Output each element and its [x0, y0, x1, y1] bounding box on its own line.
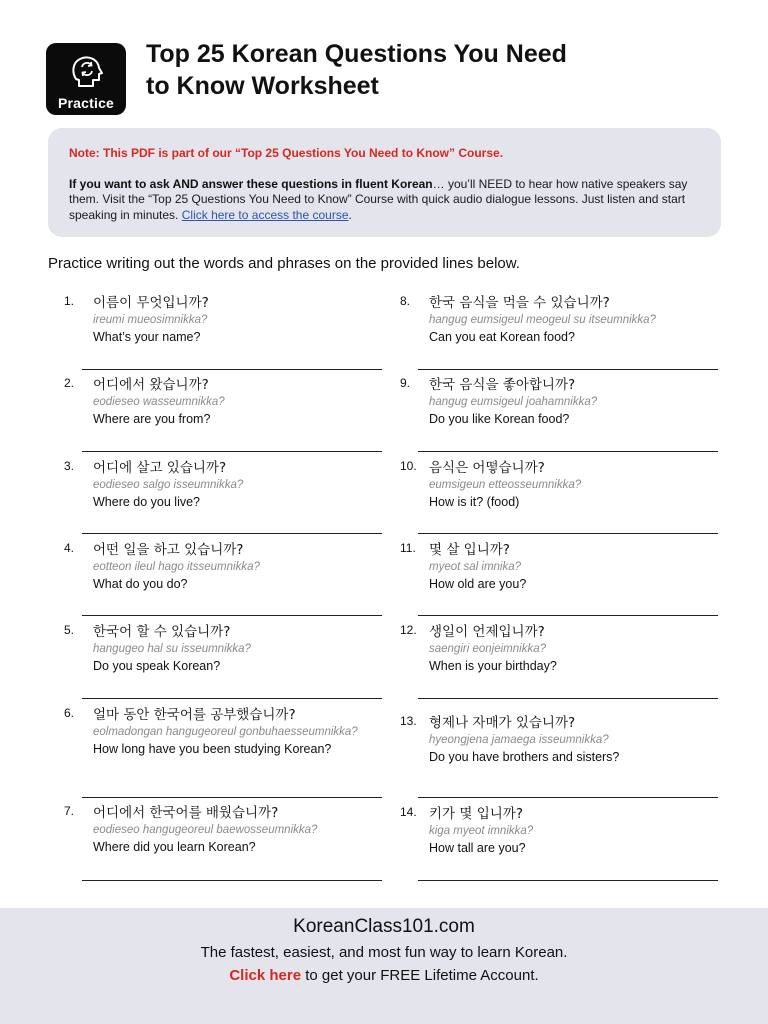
question-text	[429, 376, 699, 428]
question-text	[429, 294, 699, 346]
question-english: When is your birthday?	[429, 659, 557, 673]
question-korean: 어디에서 왔습니까?	[93, 377, 209, 393]
question-english: Where do you live?	[93, 495, 201, 509]
question-text	[93, 706, 363, 758]
note-body	[69, 177, 701, 224]
writing-line[interactable]	[418, 615, 718, 616]
free-account-link[interactable]: Click here	[229, 967, 302, 984]
page-title	[146, 38, 706, 102]
question-english: Do you have brothers and sisters?	[429, 750, 620, 764]
question-romanization: hangug eumsigeul joahamnikka?	[429, 396, 598, 408]
question-english: Where are you from?	[93, 412, 211, 426]
question-korean: 몇 살 입니까?	[429, 542, 510, 558]
question-number: 7.	[64, 804, 75, 818]
writing-line[interactable]	[82, 369, 382, 370]
question-korean: 어디에서 한국어를 배웠습니까?	[93, 805, 279, 821]
question-number: 13.	[400, 714, 417, 728]
question-korean: 얼마 동안 한국어를 공부했습니까?	[93, 707, 296, 723]
writing-line[interactable]	[82, 615, 382, 616]
question-number: 2.	[64, 376, 75, 390]
question-romanization: ireumi mueosimnikka?	[93, 314, 208, 326]
question-korean: 생일이 언제입니까?	[429, 624, 545, 640]
writing-line[interactable]	[82, 533, 382, 534]
footer-cta	[0, 967, 768, 984]
question-romanization: myeot sal imnika?	[429, 561, 522, 573]
question-text	[429, 714, 699, 766]
title-line-2: to Know Worksheet	[146, 72, 379, 100]
question-english: Do you speak Korean?	[93, 659, 221, 673]
question-korean: 한국 음식을 먹을 수 있습니까?	[429, 295, 610, 311]
note-end: .	[348, 207, 352, 222]
question-text	[429, 541, 699, 593]
question-english: What’s your name?	[93, 330, 201, 344]
question-text	[93, 376, 363, 428]
question-text	[429, 805, 699, 857]
question-text	[93, 459, 363, 511]
question-number: 8.	[400, 294, 411, 308]
question-korean: 어디에 살고 있습니까?	[93, 460, 227, 476]
question-english: How long have you been studying Korean?	[93, 742, 332, 756]
footer-site-name: KoreanClass101.com	[293, 916, 475, 937]
question-english: Can you eat Korean food?	[429, 330, 575, 344]
question-number: 5.	[64, 623, 75, 637]
footer-tagline: The fastest, easiest, and most fun way to learn Korean.	[200, 944, 568, 961]
writing-line[interactable]	[82, 698, 382, 699]
note-bold-text: If you want to ask AND answer these questions in fluent Korean	[69, 176, 433, 191]
question-korean: 한국어 할 수 있습니까?	[93, 624, 231, 640]
question-english: What do you do?	[93, 577, 188, 591]
question-number: 1.	[64, 294, 75, 308]
question-korean: 이름이 무엇입니까?	[93, 295, 209, 311]
writing-line[interactable]	[82, 797, 382, 798]
question-korean: 키가 몇 입니까?	[429, 806, 523, 822]
title-line-1: Top 25 Korean Questions You Need	[146, 40, 567, 68]
question-text	[429, 459, 699, 511]
question-number: 4.	[64, 541, 75, 555]
writing-line[interactable]	[82, 880, 382, 881]
question-romanization: eodieseo wasseumnikka?	[93, 396, 225, 408]
footer-cta-text: to get your FREE Lifetime Account.	[301, 967, 539, 984]
question-romanization: kiga myeot imnikka?	[429, 825, 534, 837]
question-text	[93, 623, 363, 675]
writing-line[interactable]	[418, 533, 718, 534]
question-korean: 한국 음식을 좋아합니까?	[429, 377, 576, 393]
question-number: 10.	[400, 459, 417, 473]
question-text	[429, 623, 699, 675]
question-text	[93, 804, 363, 856]
question-english: How tall are you?	[429, 841, 526, 855]
writing-line[interactable]	[82, 451, 382, 452]
question-english: Do you like Korean food?	[429, 412, 570, 426]
head-refresh-icon	[66, 51, 106, 91]
question-text	[93, 541, 363, 593]
question-romanization: eolmadongan hangugeoreul gonbuhaesseumnikka?	[93, 726, 358, 738]
note-heading: Note: This PDF is part of our “Top 25 Questions You Need to Know” Course.	[69, 146, 504, 160]
question-english: How is it? (food)	[429, 495, 520, 509]
question-number: 3.	[64, 459, 75, 473]
writing-line[interactable]	[418, 451, 718, 452]
question-number: 11.	[400, 541, 416, 555]
question-number: 9.	[400, 376, 411, 390]
question-korean: 음식은 어떻습니까?	[429, 460, 545, 476]
question-romanization: eodieseo hangugeoreul baewosseumnikka?	[93, 824, 318, 836]
instructions: Practice writing out the words and phrases on the provided lines below.	[48, 255, 520, 272]
question-romanization: hyeongjena jamaega isseumnikka?	[429, 734, 609, 746]
question-number: 14.	[400, 805, 417, 819]
question-korean: 형제나 자매가 있습니까?	[429, 715, 576, 731]
writing-line[interactable]	[418, 797, 718, 798]
question-romanization: eumsigeun etteosseumnikka?	[429, 479, 582, 491]
question-romanization: saengiri eonjeimnikka?	[429, 643, 546, 655]
writing-line[interactable]	[418, 880, 718, 881]
writing-line[interactable]	[418, 698, 718, 699]
writing-line[interactable]	[418, 369, 718, 370]
question-english: How old are you?	[429, 577, 527, 591]
question-romanization: hangugeo hal su isseumnikka?	[93, 643, 251, 655]
logo-label: Practice	[57, 95, 115, 111]
question-romanization: eodieseo salgo isseumnikka?	[93, 479, 244, 491]
question-romanization: eotteon ileul hago itsseumnikka?	[93, 561, 260, 573]
access-course-link[interactable]: Click here to access the course	[181, 207, 349, 222]
question-english: Where did you learn Korean?	[93, 840, 256, 854]
course-note	[48, 128, 721, 237]
footer-banner	[0, 908, 768, 1024]
question-korean: 어떤 일을 하고 있습니까?	[93, 542, 244, 558]
question-text	[93, 294, 363, 346]
question-number: 12.	[400, 623, 417, 637]
question-romanization: hangug eumsigeul meogeul su itseumnikka?	[429, 314, 656, 326]
note-body-text: … you’ll NEED to hear how native speakers say them. Visit the “Top 25 Questions You Need to Know” Course with quick audio dialogue lessons. Just listen and start speaking in minutes.	[69, 176, 688, 222]
practice-logo	[46, 43, 126, 115]
question-number: 6.	[64, 706, 75, 720]
